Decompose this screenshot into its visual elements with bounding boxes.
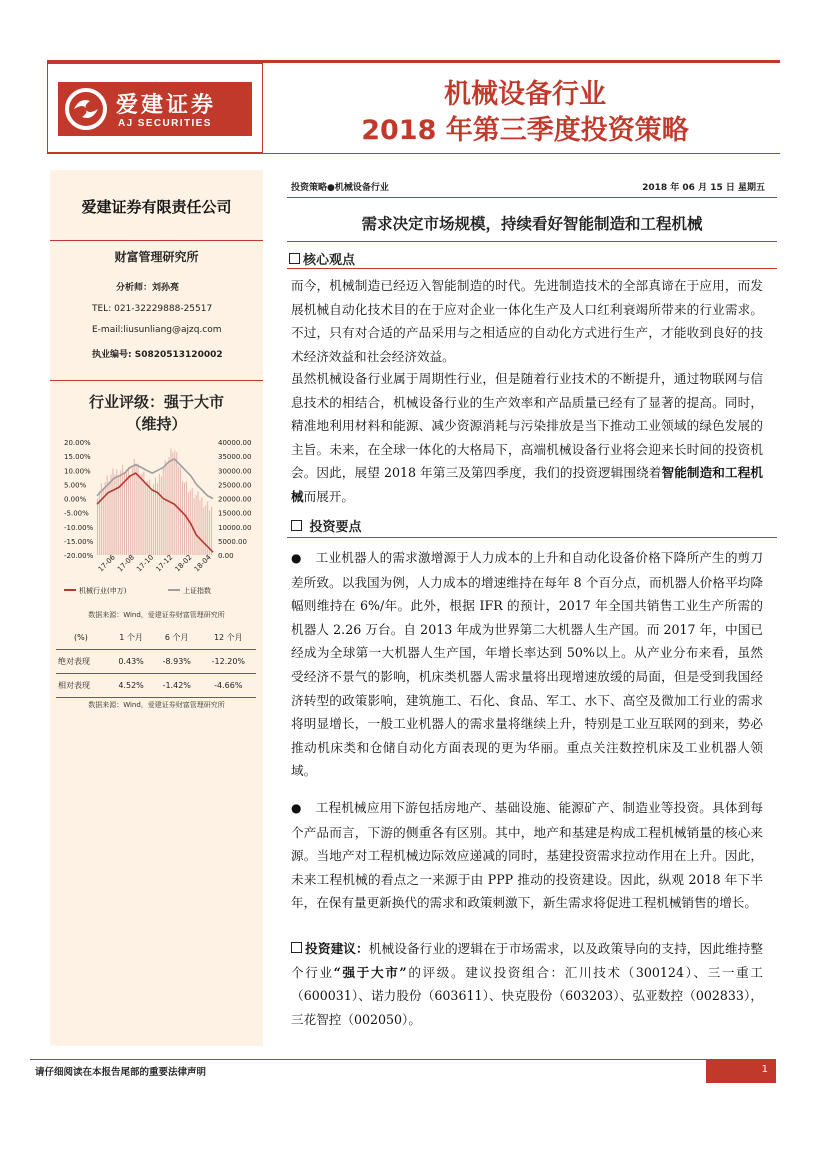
volume-bar <box>174 451 175 555</box>
right-axis-tick-label: 30000.00 <box>218 467 252 476</box>
company-name: 爱建证券有限责任公司 <box>81 198 232 216</box>
volume-bar <box>199 500 200 555</box>
right-axis-tick-label: 0.00 <box>218 552 234 560</box>
bullet-1-text: 工业机器人的需求激增源于人力成本的上升和自动化设备价格下降所产生的剪刀差所致。以我国为例，人力成本的增速维持在每年 8 个百分点，而机器人价格平均降幅则维持在 6%/年。此外，根据 IFR 的预计，2017 年全国共销售工业生产所需的机器人 2.26 万台。自 2013 年成为世界第二大机器人生产国。而 2017 年，中国已经成为全球第一大机器人生产国，年增长率达到 50%以上。从产业分布来看，虽然受经济不景气的影响，机床类机器人需求量将出现增速放缓的局面，但是受到我国经济转型的政策影响，建筑施工、石化、食品、军工、水下、高空及微加工行业的需求将明显增长，一般工业机器人的需求量将继续上升，特别是工业互联网的到来，势必推动机床类和仓储自动化方面表现的更为华丽。重点关注数控机床及工业机器人领域。 <box>291 550 763 779</box>
volume-bar <box>196 495 197 555</box>
volume-bar <box>138 464 139 555</box>
volume-bar <box>111 475 112 555</box>
volume-bar <box>107 475 108 555</box>
table-cell: 4.52% <box>109 674 153 698</box>
points-section-title <box>291 516 362 535</box>
volume-bar <box>145 482 146 555</box>
report-date: 2018 年 06 月 15 日 星期五 <box>642 183 765 193</box>
left-axis-tick-label: 15.00% <box>64 453 91 462</box>
volume-bar <box>153 484 154 555</box>
volume-bar <box>97 499 98 556</box>
headline-rule <box>287 241 777 242</box>
left-axis-tick-label: -5.00% <box>64 509 89 518</box>
performance-table <box>56 626 256 698</box>
right-axis-tick-label: 25000.00 <box>218 481 252 490</box>
volume-bar <box>165 460 166 555</box>
x-axis-tick-label: 17-10 <box>135 553 156 574</box>
table-cell: 0.43% <box>109 650 153 674</box>
volume-bar <box>159 474 160 555</box>
page-number: 1 <box>761 1064 768 1075</box>
right-axis-tick-label: 5000.00 <box>218 537 247 546</box>
advice-title: 投资建议： <box>305 941 369 956</box>
report-title: 机械设备行业 <box>444 79 606 110</box>
volume-bar <box>105 482 106 555</box>
table-header-cell: 1 个月 <box>109 626 153 650</box>
core-title-text: 核心观点 <box>303 253 356 268</box>
advice-rating: “强于大市” <box>333 964 407 980</box>
bullet-icon: ● <box>291 551 302 565</box>
volume-bar <box>130 476 131 555</box>
analyst-email: E-mail:liusunliang@ajzq.com <box>92 325 222 335</box>
volume-bar <box>149 479 150 555</box>
analyst-tel: TEL: 021-32229888-25517 <box>92 304 213 314</box>
bullet-point-1 <box>291 546 763 783</box>
volume-bar <box>101 483 102 555</box>
legend-label-shanghai: 上证指数 <box>183 587 211 595</box>
volume-bar <box>114 475 115 555</box>
left-axis-tick-label: 5.00% <box>64 481 87 490</box>
volume-bar <box>141 473 142 555</box>
logo-chinese-text: 爱建证券 <box>116 92 217 118</box>
x-axis-tick-label: 18-02 <box>173 553 194 574</box>
core-p2-end: 而展开。 <box>303 488 354 504</box>
right-axis-tick-label: 15000.00 <box>218 509 252 518</box>
sidebar-rule <box>50 240 263 241</box>
core-p2-text: 虽然机械设备行业属于周期性行业，但是随着行业技术的不断提升，通过物联网与信息技术的相结合，机械设备行业的生产效率和产品质量已经有了显著的提高。同时，精准地利用材料和能源、减少资源消耗与污染排放是当下推动工业领域的绿色发展的主旨。未来，在全球一体化的大格局下，高端机械设备行业将会迎来长时间的投资机会。因此，展望 2018 年第三及第四季度，我们的投资逻辑围绕着 <box>291 371 763 481</box>
report-subtitle: 2018 年第三季度投资策略 <box>361 115 689 146</box>
volume-bar <box>157 483 158 555</box>
meta-rule <box>287 197 777 198</box>
core-p2-highlight: 智能制造和工程机械 <box>291 465 764 504</box>
bullet-icon: ● <box>291 801 302 815</box>
volume-bar <box>178 466 179 555</box>
checkbox-square-icon <box>291 942 302 953</box>
legal-disclaimer-note: 请仔细阅读在本报告尾部的重要法律声明 <box>35 1067 207 1078</box>
volume-bar <box>205 505 206 555</box>
table-cell: -1.42% <box>153 674 201 698</box>
volume-bar <box>192 488 193 555</box>
bullet-point-2 <box>291 796 763 915</box>
table-source: 数据来源：Wind，爱建证券财富管理研究所 <box>88 701 225 709</box>
industry-rating: 行业评级：强于大市 <box>88 393 224 411</box>
volume-bar <box>120 471 121 555</box>
left-axis-tick-label: 20.00% <box>64 439 91 447</box>
legend-label-machinery: 机械行业(申万) <box>79 587 127 595</box>
volume-bar <box>201 497 202 555</box>
table-cell: 绝对表现 <box>56 650 109 674</box>
volume-bar <box>147 481 148 555</box>
volume-bar <box>116 469 117 555</box>
x-axis-tick-label: 18-04 <box>192 553 213 574</box>
x-axis-tick-label: 17-06 <box>96 553 117 574</box>
table-row <box>56 674 256 698</box>
core-paragraph-2 <box>291 367 763 509</box>
performance-chart <box>50 432 263 612</box>
volume-bar <box>161 477 162 555</box>
header-bottom-rule <box>47 153 780 154</box>
right-axis-tick-label: 20000.00 <box>218 495 252 504</box>
right-axis-tick-label: 10000.00 <box>218 523 252 532</box>
headline: 需求决定市场规模，持续看好智能制造和工程机械 <box>361 214 703 233</box>
advice-portfolio: 的评级。建议投资组合：汇川技术（300124）、三一重工（600031）、诺力股份（603611）、快克股份（603203）、弘亚数控（002833），三花智控（002050）。 <box>291 964 763 1027</box>
volume-bar <box>184 483 185 555</box>
right-axis-tick-label: 40000.00 <box>218 439 252 447</box>
institute-name: 财富管理研究所 <box>114 250 199 264</box>
x-axis-tick-label: 17-12 <box>154 553 175 574</box>
left-axis-tick-label: -20.00% <box>64 552 94 560</box>
left-axis-tick-label: -10.00% <box>64 523 94 532</box>
volume-bar <box>182 481 183 555</box>
section-rule <box>287 537 777 538</box>
volume-bar <box>176 452 177 555</box>
advice-text: 机械设备行业的逻辑在于市场需求，以及政策导向的支持，因此维持整个行业 <box>291 941 764 980</box>
checkbox-square-icon <box>291 520 302 531</box>
report-category: 投资策略●机械设备行业 <box>291 183 389 193</box>
x-axis-tick-label: 17-08 <box>115 553 136 574</box>
volume-bar <box>112 468 113 555</box>
logo <box>58 82 252 136</box>
left-axis-tick-label: 10.00% <box>64 467 91 476</box>
table-header-cell: (%) <box>56 626 109 650</box>
core-paragraph-1: 而今，机械制造已经迈入智能制造的时代。先进制造技术的全部真谛在于应用，而发展机械自动化技术目的在于应对企业一体化生产及人口红利衰竭所带来的行业需求。不过，只有对合适的产品采用与之相适应的自动化方式进行生产，才能收到良好的技术经济效益和社会经济效益。 <box>291 278 763 364</box>
table-header-row <box>56 626 256 650</box>
table-row <box>56 650 256 674</box>
volume-bar <box>136 465 137 555</box>
volume-bar <box>128 467 129 555</box>
section-rule <box>287 268 777 269</box>
table-cell: 相对表现 <box>56 674 109 698</box>
volume-bar <box>140 474 141 555</box>
table-header-cell: 6 个月 <box>153 626 201 650</box>
table-cell: -8.93% <box>153 650 201 674</box>
logo-box <box>47 63 263 153</box>
volume-bar <box>194 498 195 555</box>
sidebar-rule <box>50 380 263 381</box>
volume-bar <box>163 468 164 555</box>
volume-bar <box>198 491 199 555</box>
core-section-title <box>289 249 355 268</box>
right-axis-tick-label: 35000.00 <box>218 453 252 462</box>
volume-bar <box>126 469 127 555</box>
industry-rating-status: （维持） <box>126 415 187 433</box>
volume-bar <box>203 507 204 555</box>
checkbox-square-icon <box>289 253 300 264</box>
logo-english-text: AJ SECURITIES <box>118 118 212 129</box>
footer-rule <box>30 1059 776 1060</box>
volume-bar <box>143 471 144 555</box>
volume-bar <box>151 490 152 555</box>
table-cell: -12.20% <box>201 650 256 674</box>
table-cell: -4.66% <box>201 674 256 698</box>
analyst-name: 分析师：刘孙亮 <box>116 283 180 293</box>
bullet-2-text: 工程机械应用下游包括房地产、基础设施、能源矿产、制造业等投资。具体到每个产品而言，下游的侧重各有区别。其中，地产和基建是构成工程机械销量的核心来源。当地产对工程机械边际效应递减的同时，基建投资需求拉动作用在上升。因此，未来工程机械的看点之一来源于由 PPP 推动的投资建设。因此，纵观 2018 年下半年，在保有量更新换代的需求和政策刺激下，新生需求将促进工程机械销售的增长。 <box>291 800 763 911</box>
points-title-text: 投资要点 <box>309 520 362 535</box>
investment-advice <box>291 937 763 1031</box>
left-axis-tick-label: 0.00% <box>64 495 87 504</box>
chart-source: 数据来源：Wind，爱建证券财富管理研究所 <box>88 611 225 619</box>
left-axis-tick-label: -15.00% <box>64 537 94 546</box>
volume-bar <box>155 478 156 555</box>
volume-bar <box>188 492 189 555</box>
volume-bar <box>132 467 133 555</box>
volume-bar <box>122 465 123 555</box>
volume-bar <box>169 457 170 555</box>
volume-bar <box>211 507 212 555</box>
analyst-license: 执业编号: S0820513120002 <box>92 350 223 360</box>
volume-bar <box>124 472 125 555</box>
logo-mark-icon <box>64 87 108 131</box>
table-header-cell: 12 个月 <box>201 626 256 650</box>
volume-bar <box>167 465 168 555</box>
sidebar <box>50 170 263 1046</box>
page-number-box <box>706 1059 776 1083</box>
